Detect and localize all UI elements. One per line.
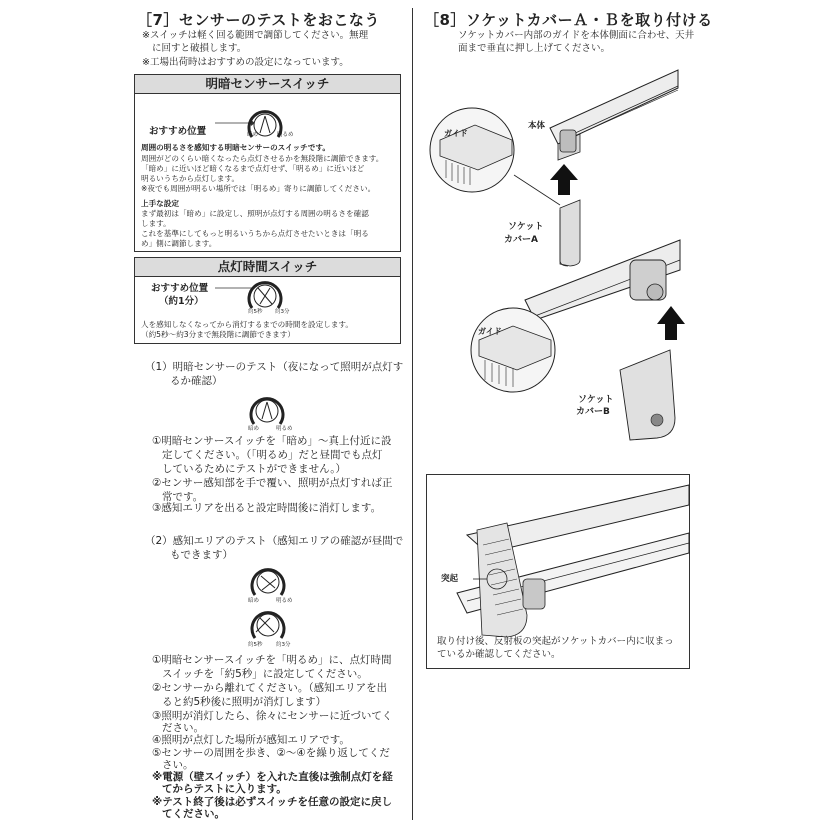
recommended-time-label: （約1分） xyxy=(159,296,204,307)
guide-label: ガイド xyxy=(444,129,468,138)
section-7-heading: ［7］センサーのテストをおこなう xyxy=(137,11,380,29)
light-sensor-box-title: 明暗センサースイッチ xyxy=(135,75,400,94)
note-line: に回すと破損します。 xyxy=(152,43,247,54)
recommended-position-label: おすすめ位置 xyxy=(149,126,207,137)
dial-bright-label: 明るめ xyxy=(277,132,294,138)
dial-dark-label: 暗め xyxy=(248,598,260,604)
dial-min-label: 約5秒 xyxy=(248,309,263,315)
lighting-time-switch-box xyxy=(134,257,401,344)
dial-dark-label: 暗め xyxy=(248,426,260,432)
test2-step: ④照明が点灯した場所が感知エリアです。 xyxy=(152,734,350,746)
dial-dark-label: 暗め xyxy=(247,132,259,138)
test2-step: スイッチを「約5秒」に設定してください。 xyxy=(162,668,368,680)
test2-step: ②センサーから離れてください。（感知エリアを出 xyxy=(152,682,388,694)
time-box-title: 点灯時間スイッチ xyxy=(135,258,400,277)
test2-step: ると約5秒後に照明が消灯します） xyxy=(162,696,327,708)
dial-max-label: 約3分 xyxy=(275,309,290,315)
dial-min-label: 約5秒 xyxy=(248,642,263,648)
test2-step: ①明暗センサースイッチを「明るめ」に、点灯時間 xyxy=(152,654,392,666)
section-8-heading: ［8］ソケットカバーＡ・Ｂを取り付ける xyxy=(424,11,713,29)
note-line: ※工場出荷時はおすすめの設定になっています。 xyxy=(142,57,349,68)
socket-cover-a-label: カバーA xyxy=(504,235,538,245)
tip-line: め」側に調節します。 xyxy=(141,239,217,248)
socket-cover-a-illustration xyxy=(420,60,680,260)
tip-title: 上手な設定 xyxy=(141,199,179,208)
warning-line: てからテストに入ります。 xyxy=(162,783,287,795)
test1-step: 常です。 xyxy=(162,491,204,503)
test2-step: ③照明が消灯したら、徐々にセンサーに近づいてく xyxy=(152,710,393,722)
test1-title-cont: るか確認） xyxy=(170,375,223,387)
time-desc-line: 人を感知しなくなってから消灯するまでの時間を設定します。 xyxy=(141,320,354,329)
column-divider xyxy=(412,8,413,820)
test1-step: 定してください。（「明るめ」だと昼間でも点灯 xyxy=(162,449,383,461)
protrusion-label: 突起 xyxy=(441,574,459,584)
light-desc-line: 周囲がどのくらい暗くなったら点灯させるかを無段階に調節できます。 xyxy=(141,154,384,163)
socket-cover-b-illustration xyxy=(465,240,685,450)
recommended-position-label: おすすめ位置 xyxy=(151,283,209,294)
light-desc-line: 「暗め」に近いほど暗くなるまで点灯せず、「明るめ」に近いほど xyxy=(141,164,365,173)
note-line: ※スイッチは軽く回る範囲で調節してください。無理 xyxy=(142,30,369,41)
bottom-note-line: ているか確認してください。 xyxy=(437,649,561,660)
light-desc-line: 明るいうちから点灯します。 xyxy=(141,174,240,183)
tip-line: します。 xyxy=(141,219,171,228)
light-sensor-switch-box xyxy=(134,74,401,252)
socket-cover-b-label: カバーB xyxy=(576,407,610,417)
light-desc-line: ※夜でも周囲が明るい場所では「明るめ」寄りに調節してください。 xyxy=(141,184,376,193)
test1-step: ③感知エリアを出ると設定時間後に消灯します。 xyxy=(152,502,382,514)
test2-step: ださい。 xyxy=(162,722,204,734)
intro-line: 面まで垂直に押し上げてください。 xyxy=(458,43,611,54)
bottom-note-line: 取り付け後、反射板の突起がソケットカバー内に収まっ xyxy=(437,636,674,647)
dial-bright-label: 明るめ xyxy=(276,598,293,604)
test1-step: ②センサー感知部を手で覆い、照明が点灯すれば正 xyxy=(152,477,393,489)
socket-cover-a-label: ソケット xyxy=(508,222,544,232)
tip-line: まず最初は「暗め」に設定し、照明が点灯する周囲の明るさを確認 xyxy=(141,209,369,218)
intro-line: ソケットカバー内部のガイドを本体側面に合わせ、天井 xyxy=(458,30,695,41)
warning-line: ※電源（壁スイッチ）を入れた直後は強制点灯を経 xyxy=(152,771,393,783)
test2-title-cont: もできます） xyxy=(170,549,233,561)
test1-step: ①明暗センサースイッチを「暗め」〜真上付近に設 xyxy=(152,435,392,447)
protrusion-illustration xyxy=(427,475,689,635)
light-desc-title: 周囲の明るさを感知する明暗センサーのスイッチです。 xyxy=(141,143,330,152)
body-label: 本体 xyxy=(528,121,546,131)
dial-max-label: 約3分 xyxy=(276,642,291,648)
test1-title: （1）明暗センサーのテスト（夜になって照明が点灯す xyxy=(145,361,404,373)
test1-step: しているためにテストができません。） xyxy=(162,463,346,475)
test2-step: ⑤センサーの周囲を歩き、②〜④を繰り返してくだ xyxy=(152,747,390,759)
test2-title: （2）感知エリアのテスト（感知エリアの確認が昼間で xyxy=(145,535,404,547)
dial-min-time-icon xyxy=(248,608,288,644)
warning-line: ※テスト終了後は必ずスイッチを任意の設定に戻し xyxy=(152,796,392,808)
warning-line: てください。 xyxy=(162,808,225,820)
time-desc-line: （約5秒〜約3分まで無段階に調節できます） xyxy=(141,330,295,339)
socket-cover-b-label: ソケット xyxy=(578,395,614,405)
tip-line: これを基準にしてもっと明るいうちから点灯させたいときは「明る xyxy=(141,229,369,238)
test2-step: さい。 xyxy=(162,759,194,771)
dial-bright-label: 明るめ xyxy=(276,426,293,432)
guide-label: ガイド xyxy=(478,327,502,336)
protrusion-check-panel xyxy=(426,474,690,669)
